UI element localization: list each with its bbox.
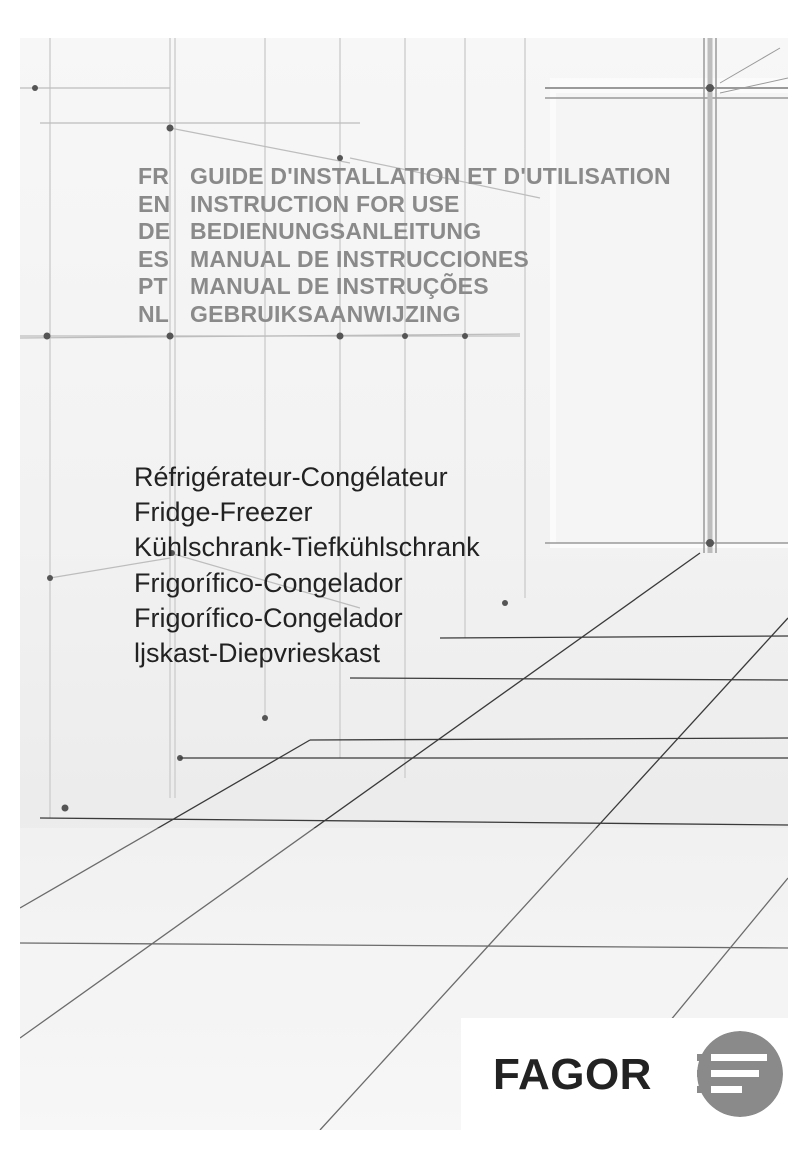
product-name-pt: Frigorífico-Congelador (134, 602, 403, 633)
language-title: INSTRUCTION FOR USE (190, 190, 460, 217)
language-code: EN (138, 190, 171, 217)
language-title: MANUAL DE INSTRUCCIONES (190, 245, 529, 272)
language-row-es (138, 246, 671, 274)
brand-name: FAGOR (493, 1050, 652, 1099)
language-row-pt (138, 273, 671, 301)
language-title: MANUAL DE INSTRUÇÕES (190, 273, 489, 299)
language-row-en (138, 191, 671, 219)
product-name-list (134, 460, 480, 671)
language-code: DE (138, 218, 171, 244)
fagor-logo-icon (697, 1024, 783, 1124)
product-name-es: Frigorífico-Congelador (134, 567, 403, 598)
language-code: PT (138, 273, 168, 299)
language-code: FR (138, 163, 170, 189)
language-code: ES (138, 245, 170, 272)
language-title: GEBRUIKSAANWIJZING (190, 300, 461, 327)
language-code: NL (138, 300, 170, 327)
language-row-nl (138, 301, 671, 329)
language-row-fr (138, 163, 671, 191)
product-name-nl: ljskast-Diepvrieskast (134, 637, 381, 668)
language-title-list (138, 163, 671, 328)
brand-area (461, 1018, 788, 1130)
product-name-en: Fridge-Freezer (134, 497, 313, 528)
language-title: GUIDE D'INSTALLATION ET D'UTILISATION (190, 163, 671, 189)
product-name-de: Kühlschrank-Tiefkühlschrank (134, 532, 480, 563)
language-title: BEDIENUNGSANLEITUNG (190, 218, 482, 244)
language-row-de (138, 218, 671, 246)
product-name-fr: Réfrigérateur-Congélateur (134, 462, 448, 492)
